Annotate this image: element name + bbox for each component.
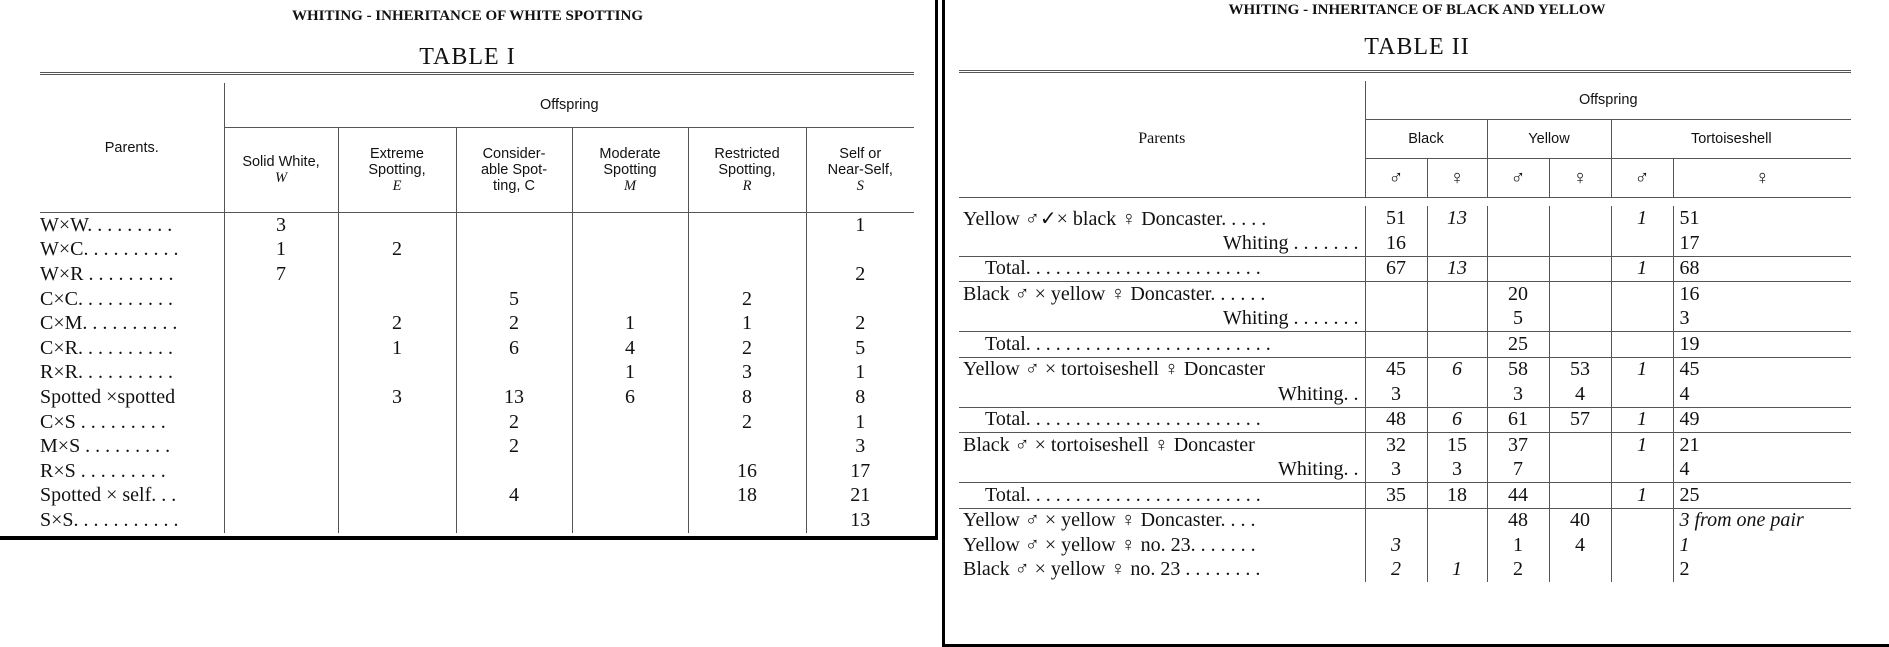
count-cell-e [338, 361, 456, 386]
count-cell-e [338, 459, 456, 484]
count-cell-c [456, 238, 572, 263]
table-row [40, 508, 914, 533]
count-cell: 20 [1487, 282, 1549, 307]
col-header-restricted: Restricted Spotting, R [688, 128, 806, 213]
count-cell: 1 [1611, 256, 1673, 282]
count-cell-m [572, 459, 688, 484]
count-cell: 1 [1611, 407, 1673, 433]
row-label: S×S. . . . . . . . . . . [40, 508, 179, 531]
count-cell-s: 8 [806, 385, 914, 410]
group-header-yellow: Yellow [1487, 120, 1611, 159]
count-cell [1427, 382, 1487, 407]
count-cell: 21 [1673, 433, 1851, 458]
count-cell-e: 2 [338, 311, 456, 336]
count-cell-m [572, 434, 688, 459]
table-row [959, 206, 1851, 231]
row-label: Spotted ×spotted [40, 385, 176, 408]
count-cell-r: 1 [688, 311, 806, 336]
row-label: R×S . . . . . . . . . [40, 459, 166, 482]
count-cell-e [338, 508, 456, 533]
count-cell-r: 2 [688, 336, 806, 361]
count-cell: 3 [1365, 458, 1427, 483]
female-symbol: ♀ [1549, 159, 1611, 198]
count-cell [1549, 558, 1611, 583]
table-title: TABLE II [1364, 34, 1470, 60]
count-cell-s: 21 [806, 484, 914, 509]
count-cell: 4 [1673, 458, 1851, 483]
col-header-extreme: Extreme Spotting, E [338, 128, 456, 213]
row-label: Yellow ♂ × yellow ♀ Doncaster. . . . [959, 508, 1365, 533]
running-title: WHITING - INHERITANCE OF BLACK AND YELLOW [1228, 2, 1606, 18]
table-row [959, 282, 1851, 307]
table-row [40, 459, 914, 484]
row-label: Spotted × self. . . [40, 484, 177, 507]
count-cell: 53 [1549, 357, 1611, 382]
count-cell [1549, 433, 1611, 458]
count-cell-e [338, 434, 456, 459]
group-header-black: Black [1365, 120, 1487, 159]
count-cell-r [688, 213, 806, 238]
table-row [40, 385, 914, 410]
group-header-tortoiseshell: Tortoiseshell [1611, 120, 1851, 159]
count-cell-s: 5 [806, 336, 914, 361]
table-1-panel [0, 0, 938, 540]
table-2-body [959, 206, 1851, 582]
count-cell-s: 2 [806, 311, 914, 336]
count-cell: 1 [1427, 558, 1487, 583]
table-row [959, 357, 1851, 382]
count-cell: 18 [1427, 483, 1487, 509]
count-cell: 6 [1427, 357, 1487, 382]
count-cell [1611, 533, 1673, 558]
row-label: Total. . . . . . . . . . . . . . . . . . . . . . . . [959, 407, 1365, 433]
row-label: W×R . . . . . . . . . [40, 262, 174, 285]
row-label: W×W. . . . . . . . . [40, 213, 173, 236]
count-cell-m: 4 [572, 336, 688, 361]
row-label: Yellow ♂ × tortoiseshell ♀ Doncaster [959, 357, 1365, 382]
table-row [959, 508, 1851, 533]
count-cell: 44 [1487, 483, 1549, 509]
count-cell: 45 [1673, 357, 1851, 382]
count-cell [1549, 458, 1611, 483]
row-label: Yellow ♂ × yellow ♀ no. 23. . . . . . . [963, 533, 1256, 556]
total-row [959, 407, 1851, 433]
row-label: C×S . . . . . . . . . [40, 410, 166, 433]
count-cell-e [338, 287, 456, 312]
count-cell [1365, 332, 1427, 358]
count-cell-r [688, 238, 806, 263]
count-cell-c [456, 459, 572, 484]
count-cell [1549, 307, 1611, 332]
count-cell: 61 [1487, 407, 1549, 433]
row-label: Black ♂ × tortoiseshell ♀ Doncaster [959, 433, 1365, 458]
total-row [959, 256, 1851, 282]
count-cell-m [572, 262, 688, 287]
count-cell [1611, 332, 1673, 358]
count-cell-s: 1 [806, 410, 914, 435]
count-cell: 3 [1673, 307, 1851, 332]
count-cell: 1 [1487, 533, 1549, 558]
row-label: Whiting . . . . . . . [1222, 307, 1359, 330]
count-cell [1365, 282, 1427, 307]
count-cell: 32 [1365, 433, 1427, 458]
row-label: R×R. . . . . . . . . . [40, 361, 173, 384]
count-cell-s [806, 287, 914, 312]
count-cell-w: 3 [224, 213, 338, 238]
count-cell: 37 [1487, 433, 1549, 458]
col-header-solid-white: Solid White, W [224, 128, 338, 213]
table-row [40, 410, 914, 435]
count-cell [1611, 508, 1673, 533]
table-1-body [40, 213, 914, 533]
table-row [959, 231, 1851, 256]
count-cell: 25 [1487, 332, 1549, 358]
table-row [959, 558, 1851, 583]
table-row [40, 434, 914, 459]
count-cell-w [224, 385, 338, 410]
count-cell-r [688, 434, 806, 459]
table-row [959, 433, 1851, 458]
count-cell-e: 1 [338, 336, 456, 361]
table-title: TABLE I [419, 44, 516, 70]
count-cell-c: 5 [456, 287, 572, 312]
row-label: C×M. . . . . . . . . . [40, 312, 178, 335]
count-cell [1487, 231, 1549, 256]
count-cell: 3 from one pair [1673, 508, 1851, 533]
count-cell-e [338, 410, 456, 435]
table-row [959, 533, 1851, 558]
row-label: Whiting. . [1277, 382, 1359, 405]
count-cell: 67 [1365, 256, 1427, 282]
count-cell: 1 [1611, 357, 1673, 382]
table-row [40, 336, 914, 361]
count-cell-e: 3 [338, 385, 456, 410]
count-cell: 68 [1673, 256, 1851, 282]
count-cell: 3 [1365, 533, 1427, 558]
offspring-header: Offspring [1365, 81, 1851, 120]
count-cell [1427, 332, 1487, 358]
count-cell [1611, 307, 1673, 332]
table-row [40, 287, 914, 312]
table-1 [40, 72, 914, 533]
count-cell [1487, 256, 1549, 282]
count-cell: 48 [1365, 407, 1427, 433]
count-cell: 19 [1673, 332, 1851, 358]
count-cell: 7 [1487, 458, 1549, 483]
female-symbol: ♀ [1427, 159, 1487, 198]
count-cell: 51 [1365, 206, 1427, 231]
count-cell-r: 8 [688, 385, 806, 410]
count-cell-s: 13 [806, 508, 914, 533]
count-cell-r [688, 508, 806, 533]
count-cell: 35 [1365, 483, 1427, 509]
male-symbol: ♂ [1365, 159, 1427, 198]
count-cell [1549, 483, 1611, 509]
parents-header: Parents [959, 81, 1365, 198]
table-row [40, 311, 914, 336]
row-label: Yellow ♂✓× black ♀ Doncaster. . . . . [963, 208, 1267, 230]
count-cell-s: 1 [806, 361, 914, 386]
count-cell-m [572, 508, 688, 533]
count-cell-w [224, 311, 338, 336]
count-cell-r: 2 [688, 287, 806, 312]
count-cell-w [224, 508, 338, 533]
count-cell [1611, 558, 1673, 583]
row-label: M×S . . . . . . . . . [40, 435, 171, 458]
table-row [959, 382, 1851, 407]
row-label: Whiting . . . . . . . [1222, 231, 1359, 254]
count-cell: 49 [1673, 407, 1851, 433]
count-cell-w [224, 410, 338, 435]
running-title: WHITING - INHERITANCE OF WHITE SPOTTING [291, 8, 644, 24]
row-label: Black ♂ × yellow ♀ no. 23 . . . . . . . . [963, 558, 1261, 581]
count-cell-r [688, 262, 806, 287]
count-cell-c [456, 508, 572, 533]
count-cell-c: 2 [456, 311, 572, 336]
count-cell: 1 [1611, 433, 1673, 458]
count-cell: 3 [1427, 458, 1487, 483]
count-cell-w: 1 [224, 238, 338, 263]
row-label: C×C. . . . . . . . . . [40, 287, 173, 310]
male-symbol: ♂ [1611, 159, 1673, 198]
table-2 [959, 70, 1851, 582]
count-cell: 13 [1427, 206, 1487, 231]
table-row [959, 307, 1851, 332]
count-cell-m [572, 238, 688, 263]
count-cell: 58 [1487, 357, 1549, 382]
count-cell-r: 3 [688, 361, 806, 386]
count-cell [1365, 307, 1427, 332]
count-cell [1549, 231, 1611, 256]
count-cell: 1 [1611, 483, 1673, 509]
count-cell: 45 [1365, 357, 1427, 382]
count-cell-s [806, 238, 914, 263]
count-cell: 3 [1365, 382, 1427, 407]
count-cell [1549, 282, 1611, 307]
count-cell [1427, 307, 1487, 332]
count-cell: 40 [1549, 508, 1611, 533]
row-label: Black ♂ × yellow ♀ Doncaster. . . . . . [959, 282, 1365, 307]
count-cell: 3 [1487, 382, 1549, 407]
count-cell-m [572, 287, 688, 312]
table-row [40, 213, 914, 238]
count-cell-c: 2 [456, 434, 572, 459]
col-header-self: Self or Near-Self, S [806, 128, 914, 213]
table-2-panel [942, 0, 1889, 647]
count-cell-s: 3 [806, 434, 914, 459]
row-label: Total. . . . . . . . . . . . . . . . . . . . . . . . [959, 256, 1365, 282]
count-cell [1611, 458, 1673, 483]
count-cell-m [572, 213, 688, 238]
count-cell-e [338, 262, 456, 287]
count-cell-w [224, 287, 338, 312]
offspring-header: Offspring [224, 83, 914, 128]
count-cell: 4 [1549, 533, 1611, 558]
count-cell-e [338, 213, 456, 238]
count-cell [1611, 282, 1673, 307]
count-cell-w [224, 336, 338, 361]
count-cell: 6 [1427, 407, 1487, 433]
count-cell-c [456, 262, 572, 287]
count-cell-c: 13 [456, 385, 572, 410]
row-label: C×R. . . . . . . . . . [40, 336, 173, 359]
row-label: Total. . . . . . . . . . . . . . . . . . . . . . . . . [959, 332, 1365, 358]
count-cell [1427, 231, 1487, 256]
count-cell-e [338, 484, 456, 509]
row-label: Whiting. . [1277, 458, 1359, 481]
count-cell [1427, 508, 1487, 533]
count-cell-m: 1 [572, 311, 688, 336]
count-cell: 2 [1673, 558, 1851, 583]
count-cell-e: 2 [338, 238, 456, 263]
count-cell: 2 [1365, 558, 1427, 583]
total-row [959, 332, 1851, 358]
count-cell [1365, 508, 1427, 533]
count-cell: 57 [1549, 407, 1611, 433]
table-row [959, 458, 1851, 483]
table-row [40, 361, 914, 386]
female-symbol: ♀ [1673, 159, 1851, 198]
count-cell [1487, 206, 1549, 231]
count-cell-w [224, 361, 338, 386]
count-cell: 2 [1487, 558, 1549, 583]
table-row [40, 238, 914, 263]
count-cell [1549, 332, 1611, 358]
count-cell-c: 4 [456, 484, 572, 509]
count-cell: 1 [1611, 206, 1673, 231]
count-cell: 1 [1673, 533, 1851, 558]
count-cell-r: 18 [688, 484, 806, 509]
count-cell: 4 [1549, 382, 1611, 407]
count-cell [1427, 533, 1487, 558]
count-cell-c: 2 [456, 410, 572, 435]
total-row [959, 483, 1851, 509]
table-row [40, 484, 914, 509]
count-cell-w [224, 434, 338, 459]
count-cell-s: 17 [806, 459, 914, 484]
count-cell: 51 [1673, 206, 1851, 231]
count-cell: 13 [1427, 256, 1487, 282]
count-cell-w [224, 459, 338, 484]
col-header-considerable: Consider- able Spot- ting, C [456, 128, 572, 213]
count-cell: 48 [1487, 508, 1549, 533]
count-cell-m [572, 410, 688, 435]
count-cell-c [456, 213, 572, 238]
count-cell-r: 2 [688, 410, 806, 435]
count-cell-s: 2 [806, 262, 914, 287]
count-cell [1427, 282, 1487, 307]
count-cell: 4 [1673, 382, 1851, 407]
col-header-moderate: Moderate Spotting M [572, 128, 688, 213]
parents-header: Parents. [40, 83, 224, 213]
count-cell-s: 1 [806, 213, 914, 238]
count-cell: 15 [1427, 433, 1487, 458]
count-cell: 16 [1365, 231, 1427, 256]
count-cell-c [456, 361, 572, 386]
count-cell [1549, 206, 1611, 231]
count-cell [1549, 256, 1611, 282]
male-symbol: ♂ [1487, 159, 1549, 198]
count-cell-m: 6 [572, 385, 688, 410]
count-cell-m [572, 484, 688, 509]
count-cell-w [224, 484, 338, 509]
count-cell-w: 7 [224, 262, 338, 287]
count-cell: 16 [1673, 282, 1851, 307]
table-row [40, 262, 914, 287]
count-cell-r: 16 [688, 459, 806, 484]
count-cell-m: 1 [572, 361, 688, 386]
row-label: W×C. . . . . . . . . . [40, 238, 179, 261]
count-cell: 17 [1673, 231, 1851, 256]
count-cell [1611, 382, 1673, 407]
count-cell-c: 6 [456, 336, 572, 361]
count-cell [1611, 231, 1673, 256]
count-cell: 25 [1673, 483, 1851, 509]
row-label: Total. . . . . . . . . . . . . . . . . . . . . . . . [959, 483, 1365, 509]
count-cell: 5 [1487, 307, 1549, 332]
